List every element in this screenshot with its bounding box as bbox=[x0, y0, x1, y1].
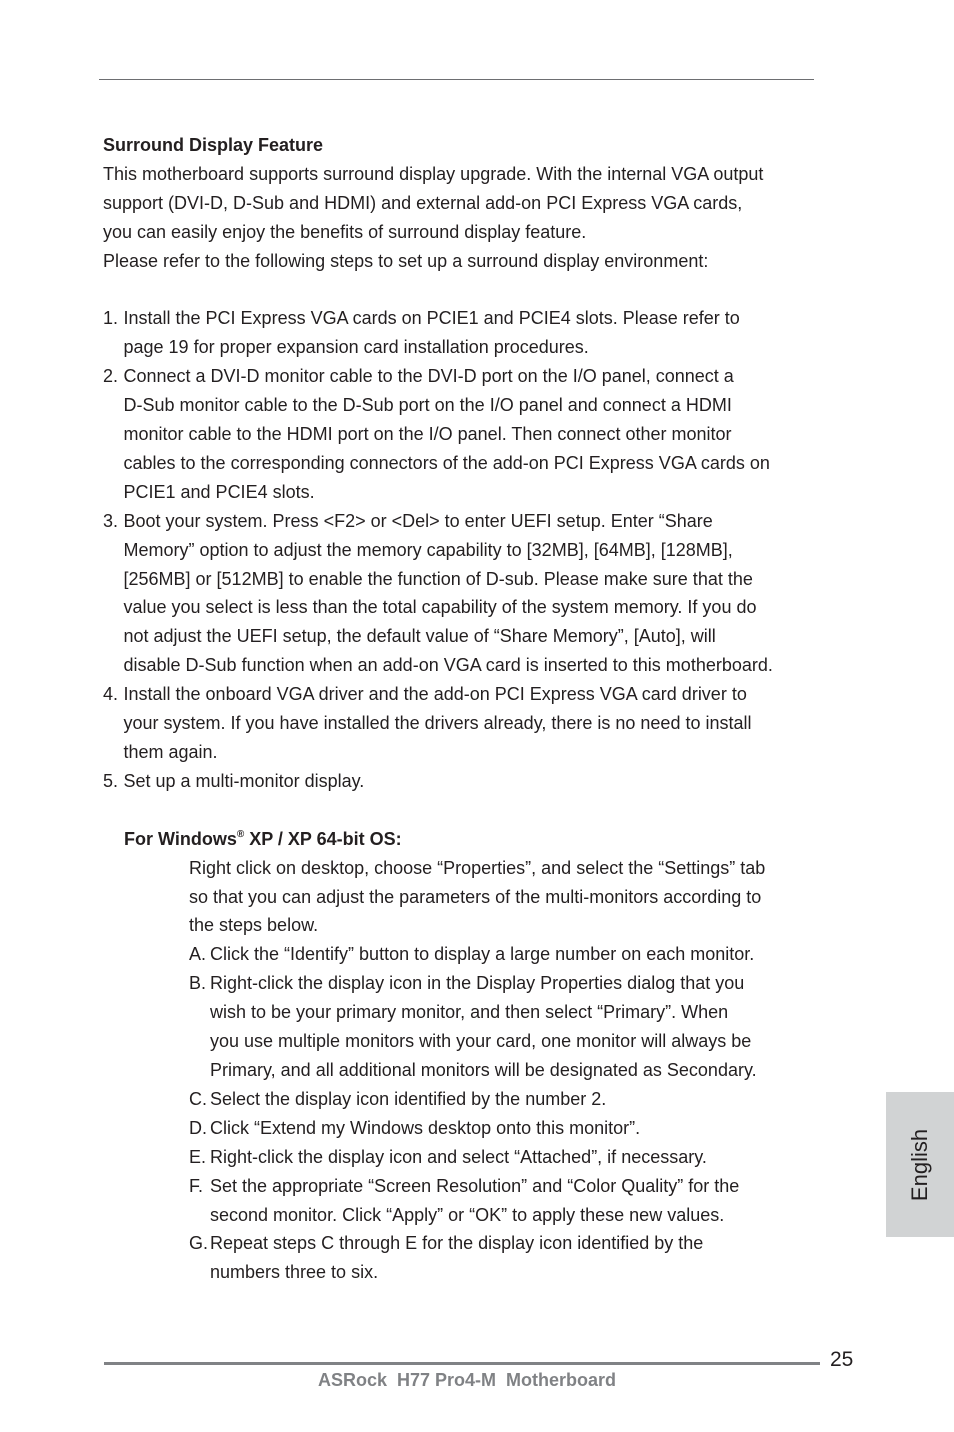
os-title-text: For Windows bbox=[124, 828, 237, 849]
os-title-suffix: XP / XP 64-bit OS: bbox=[244, 828, 402, 849]
substep-line: Right-click the display icon and select “Attached”, if necessary. bbox=[210, 1146, 707, 1167]
intro-line: Please refer to the following steps to set up a surround display environment: bbox=[103, 250, 709, 271]
substep-letter: C. bbox=[189, 1088, 207, 1109]
substep-b bbox=[189, 969, 829, 1085]
step-line: Install the PCI Express VGA cards on PCIE1 and PCIE4 slots. Please refer to bbox=[123, 308, 740, 329]
intro-line: you can easily enjoy the benefits of surround display feature. bbox=[103, 221, 587, 242]
header-rule bbox=[99, 79, 814, 80]
step-line: them again. bbox=[123, 742, 218, 763]
substep-letter: A. bbox=[189, 944, 207, 965]
step-line: PCIE1 and PCIE4 slots. bbox=[123, 481, 315, 502]
step-number: 4. bbox=[103, 684, 119, 705]
substep-letter: B. bbox=[189, 973, 207, 994]
step-line: value you select is less than the total capability of the system memory. If you do bbox=[123, 597, 757, 618]
step-line: page 19 for proper expansion card installation procedures. bbox=[123, 337, 589, 358]
substep-line: you use multiple monitors with your card, one monitor will always be bbox=[210, 1031, 752, 1052]
step-line: disable D-Sub function when an add-on VGA card is inserted to this motherboard. bbox=[123, 655, 773, 676]
substep-line: wish to be your primary monitor, and then select “Primary”. When bbox=[210, 1002, 729, 1023]
intro-line: support (DVI-D, D-Sub and HDMI) and external add-on PCI Express VGA cards, bbox=[103, 192, 743, 213]
substep-line: Click “Extend my Windows desktop onto this monitor”. bbox=[210, 1117, 641, 1138]
substep-line: second monitor. Click “Apply” or “OK” to apply these new values. bbox=[210, 1204, 725, 1225]
registered-mark: ® bbox=[236, 828, 245, 840]
substep-line: Right-click the display icon in the Display Properties dialog that you bbox=[210, 973, 745, 994]
step-3 bbox=[103, 507, 833, 680]
substep-line: Primary, and all additional monitors will be designated as Secondary. bbox=[210, 1059, 757, 1080]
step-line: Boot your system. Press <F2> or <Del> to enter UEFI setup. Enter “Share bbox=[123, 510, 713, 531]
intro-paragraph bbox=[103, 160, 833, 276]
substep-letter: D. bbox=[189, 1117, 207, 1138]
footer-rule bbox=[104, 1362, 820, 1365]
page-number: 25 bbox=[830, 1348, 854, 1371]
os-instructions bbox=[189, 854, 829, 1288]
substep-a bbox=[189, 940, 829, 969]
substep-line: numbers three to six. bbox=[210, 1262, 379, 1283]
step-line: Memory” option to adjust the memory capability to [32MB], [64MB], [128MB], bbox=[123, 539, 733, 560]
step-line: cables to the corresponding connectors of the add-on PCI Express VGA cards on bbox=[123, 452, 770, 473]
substep-c bbox=[189, 1085, 829, 1114]
step-line: Set up a multi-monitor display. bbox=[123, 770, 365, 791]
step-number: 5. bbox=[103, 770, 119, 791]
substep-e bbox=[189, 1143, 829, 1172]
step-2 bbox=[103, 362, 833, 507]
step-line: Install the onboard VGA driver and the add-on PCI Express VGA card driver to bbox=[123, 684, 747, 705]
substep-letter: E. bbox=[189, 1146, 207, 1167]
substep-line: Repeat steps C through E for the display icon identified by the bbox=[210, 1233, 704, 1254]
os-subheading bbox=[124, 825, 833, 854]
substep-d bbox=[189, 1114, 829, 1143]
os-intro-line: so that you can adjust the parameters of the multi-monitors according to bbox=[189, 886, 762, 907]
language-tab-label: English bbox=[907, 1128, 932, 1201]
document-body bbox=[103, 131, 833, 1287]
substep-line: Click the “Identify” button to display a large number on each monitor. bbox=[210, 944, 755, 965]
step-line: not adjust the UEFI setup, the default value of “Share Memory”, [Auto], will bbox=[123, 626, 716, 647]
substep-line: Select the display icon identified by the number 2. bbox=[210, 1088, 607, 1109]
step-line: monitor cable to the HDMI port on the I/O panel. Then connect other monitor bbox=[123, 424, 732, 445]
step-number: 3. bbox=[103, 510, 119, 531]
step-4 bbox=[103, 680, 833, 767]
substep-g bbox=[189, 1229, 829, 1287]
step-line: D-Sub monitor cable to the D-Sub port on the I/O panel and connect a HDMI bbox=[123, 395, 732, 416]
os-intro-line: the steps below. bbox=[189, 915, 319, 936]
step-1 bbox=[103, 304, 833, 362]
language-tab bbox=[886, 1092, 954, 1237]
substep-line: Set the appropriate “Screen Resolution” and “Color Quality” for the bbox=[210, 1175, 740, 1196]
substep-letter: G. bbox=[189, 1233, 209, 1254]
step-number: 2. bbox=[103, 366, 119, 387]
intro-line: This motherboard supports surround display upgrade. With the internal VGA output bbox=[103, 163, 764, 184]
step-line: [256MB] or [512MB] to enable the function of D-sub. Please make sure that the bbox=[123, 568, 753, 589]
substep-letter: F. bbox=[189, 1175, 204, 1196]
substep-f bbox=[189, 1172, 829, 1230]
step-line: your system. If you have installed the drivers already, there is no need to install bbox=[123, 713, 752, 734]
step-number: 1. bbox=[103, 308, 119, 329]
step-line: Connect a DVI-D monitor cable to the DVI-D port on the I/O panel, connect a bbox=[123, 366, 734, 387]
os-intro-line: Right click on desktop, choose “Properties”, and select the “Settings” tab bbox=[189, 857, 766, 878]
step-5 bbox=[103, 767, 833, 796]
footer-title: ASRock H77 Pro4-M Motherboard bbox=[318, 1370, 617, 1390]
section-heading: Surround Display Feature bbox=[103, 135, 324, 155]
